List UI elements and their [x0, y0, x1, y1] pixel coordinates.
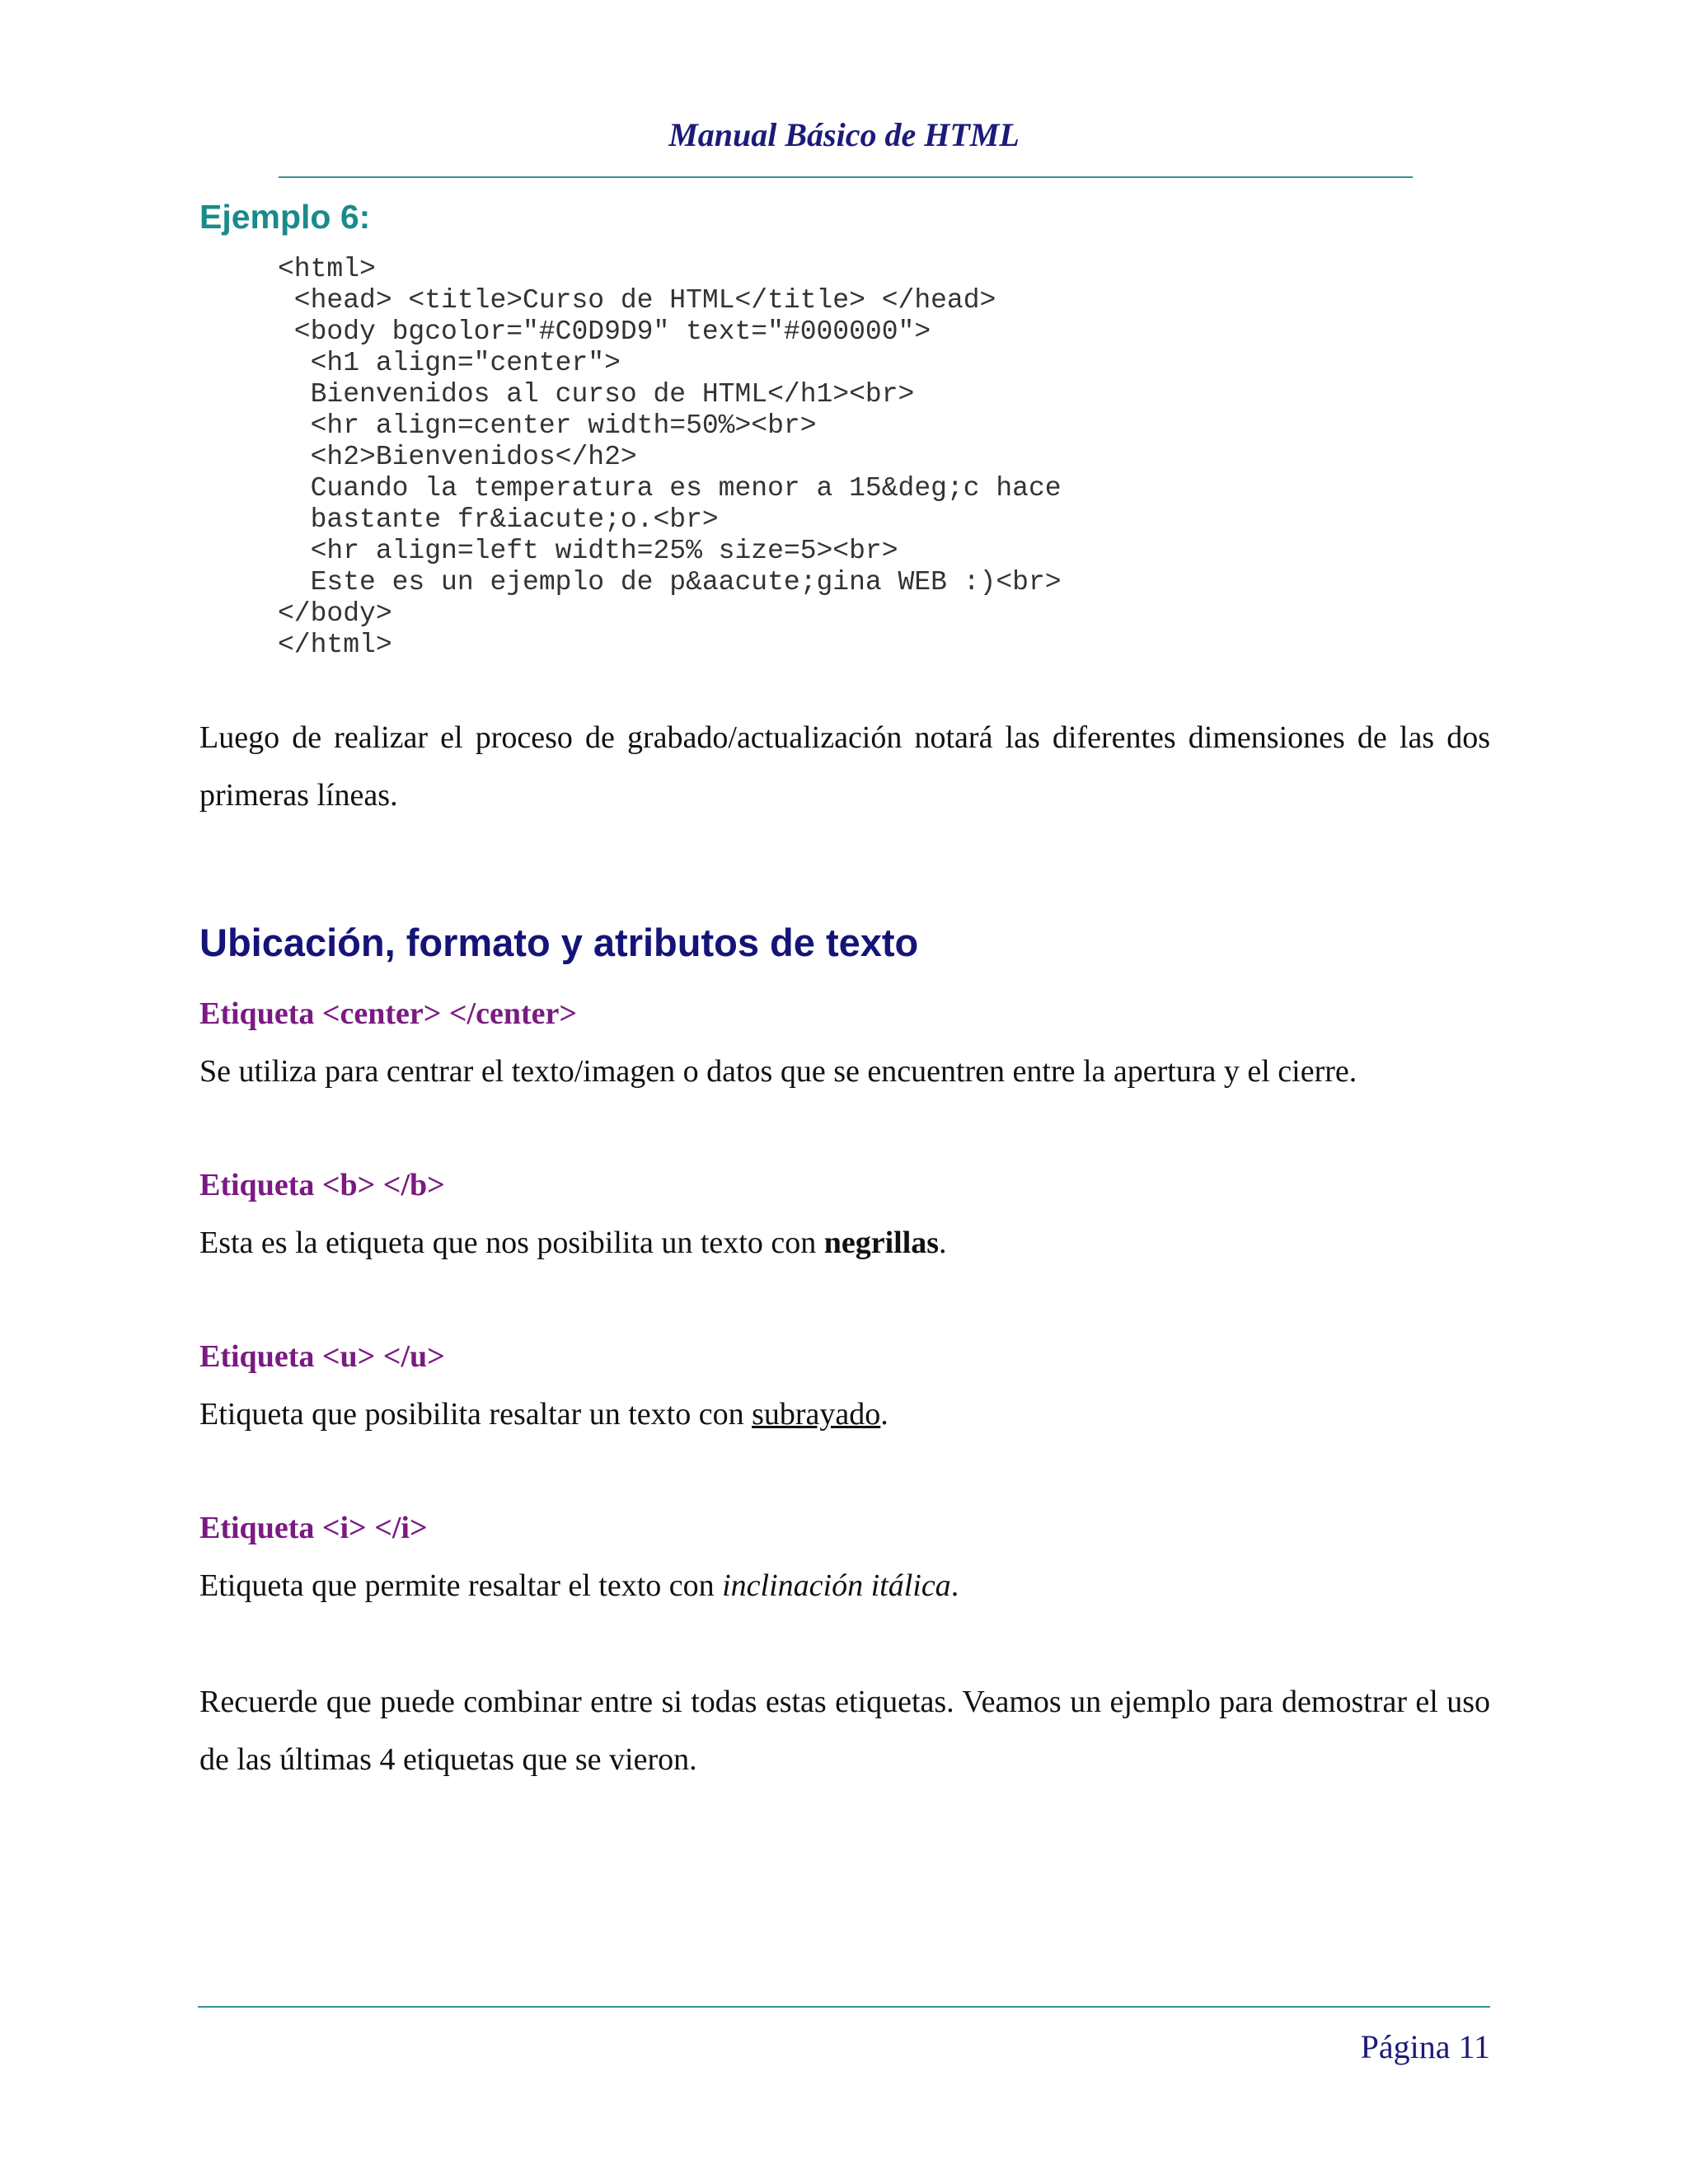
closing-paragraph: Recuerde que puede combinar entre si todas estas etiquetas. Veamos un ejemplo para demostrar el uso de las últimas 4 etiquetas que se vieron. — [199, 1685, 1490, 1777]
section-title: Ubicación, formato y atributos de texto — [199, 921, 919, 964]
italic-example: inclinación itálica — [722, 1568, 951, 1603]
intro-paragraph: Luego de realizar el proceso de grabado/actualización notará las diferentes dimensiones de las dos primeras líneas. — [199, 720, 1490, 813]
tag-description-bold: Esta es la etiqueta que nos posibilita un texto con negrillas. — [199, 1226, 947, 1260]
underline-example: subrayado — [752, 1397, 881, 1432]
header-rule — [279, 176, 1413, 178]
tag-description-underline: Etiqueta que posibilita resaltar un texto con subrayado. — [199, 1397, 889, 1432]
tag-heading-center: Etiqueta <center> </center> — [199, 996, 578, 1031]
tag-heading-underline: Etiqueta <u> </u> — [199, 1339, 445, 1374]
header-title: Manual Básico de HTML — [668, 116, 1020, 153]
tag-description-italic: Etiqueta que permite resaltar el texto con inclinación itálica. — [199, 1568, 959, 1603]
example-heading: Ejemplo 6: — [199, 198, 371, 236]
footer-rule — [198, 2006, 1490, 2008]
tag-heading-italic: Etiqueta <i> </i> — [199, 1511, 428, 1545]
bold-example: negrillas — [823, 1226, 940, 1260]
tag-heading-bold: Etiqueta <b> </b> — [199, 1168, 445, 1202]
page-number: Página 11 — [1360, 2028, 1490, 2065]
tag-description-center: Se utiliza para centrar el texto/imagen o datos que se encuentren entre la apertura y el cierre. — [199, 1054, 1357, 1089]
code-block: <html> <head> <title>Curso de HTML</title> </head> <body bgcolor="#C0D9D9" text="#000000"> <h1 align="center"> Bienvenidos al curso de HTML</h1><br> <hr align=center width=50%><br> <h2>Bienvenidos</h2> Cuando la temperatura es menor a 15&deg;c hace bastante fr&iacute;o.<br> <hr align=left width=25% size=5><br> Este es un ejemplo de p&aacute;gina WEB :)<br> </body> </html> — [278, 254, 1062, 660]
